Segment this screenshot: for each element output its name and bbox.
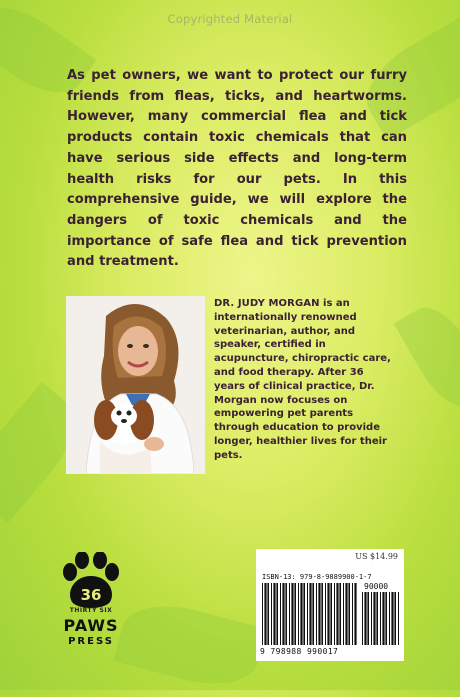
author-bio [214,297,398,463]
publisher-logo [60,552,122,662]
barcode-bar [316,583,317,645]
barcode-bar [364,592,366,645]
barcode-bar [376,592,378,645]
barcode-bar [336,583,338,645]
barcode-bar [345,583,347,645]
barcode-bar [271,583,272,645]
barcode-bar [385,592,387,645]
barcode-graphic [256,549,404,661]
barcode-bar [289,583,290,645]
copyright-watermark: Copyrighted Material [167,12,293,26]
barcode-bar [362,592,363,645]
barcode-bar [373,592,375,645]
barcode-bar [367,592,369,645]
barcode-bar [352,583,353,645]
barcode-bar [267,583,269,645]
paw-print-icon [60,552,122,612]
barcode-bar [294,583,296,645]
barcode-bar [325,583,326,645]
barcode-bar [327,583,329,645]
price-label: US $14.99 [355,552,398,561]
barcode-bar [339,583,341,645]
barcode-bar [398,592,399,645]
barcode-bar [298,583,299,645]
logo-press: PRESS [68,636,114,647]
author-photo [66,296,205,474]
barcode-bar [312,583,314,645]
barcode-bar [303,583,305,645]
author-bio-text: is an internationally renowned veterinarian, author, and speaker, certified in acupuncture, chiropractic care, and food therapy. After 36 years of clinical practice, Dr. Morgan now focuses on empowering pet parents through education to provide longer, healthier lives for their pets. [214,298,391,461]
logo-paws: PAWS [63,616,119,635]
barcode-bar [262,583,263,645]
barcode-bar [391,592,393,645]
barcode-bar [273,583,275,645]
barcode-bar [285,583,287,645]
barcode-bar [343,583,344,645]
barcode-bar [394,592,396,645]
barcode-bar [300,583,302,645]
logo-thirty-six: THIRTY SIX [69,607,113,614]
barcode-bar [280,583,281,645]
barcode-bar [330,583,332,645]
background-leaf [113,593,266,697]
author-with-dog-illustration [66,296,205,474]
barcode-bar [282,583,284,645]
barcode-bar [264,583,266,645]
book-description: As pet owners, we want to protect our furry friends from fleas, ticks, and heartworms. However, many commercial flea and tick products contain toxic chemicals that can have serious side effects and long-term health risks for our pets. In this comprehensive guide, we will explore the dangers of toxic chemicals and the importance of safe flea and tick prevention and treatment. [67,68,407,270]
isbn-label: ISBN-13: 979-8-9889900-1-7 [262,573,372,581]
barcode-number: 9 798988 990017 [260,647,339,656]
barcode-bar [291,583,293,645]
barcode-bar [354,583,356,645]
barcode-bar [389,592,390,645]
barcode-bar [382,592,384,645]
barcode-bar [380,592,381,645]
background-leaf [394,296,460,419]
barcode-bar [371,592,372,645]
barcode-bar [309,583,311,645]
author-name: DR. JUDY MORGAN [214,298,320,309]
barcode-bar [276,583,278,645]
barcode-bar [334,583,335,645]
barcode-bar [321,583,323,645]
barcode-bar [307,583,308,645]
barcode-bar [318,583,320,645]
barcode-addon-number: 90000 [364,582,389,591]
logo-number: 36 [80,586,102,604]
barcode-box [256,549,404,661]
barcode-bar [348,583,350,645]
